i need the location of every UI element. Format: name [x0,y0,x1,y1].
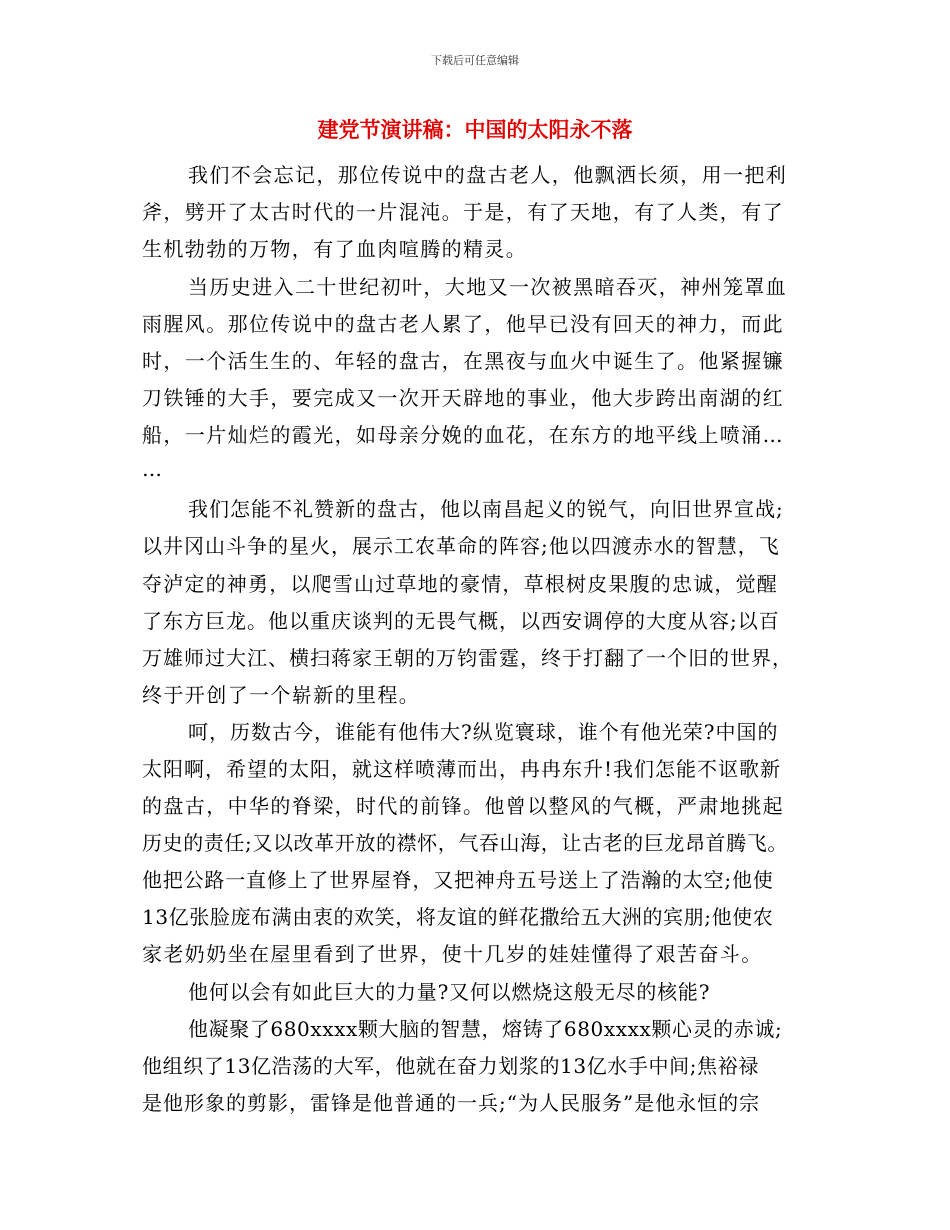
text-line: 他何以会有如此巨大的力量?又何以燃烧这般无尽的核能? [188,980,711,1004]
text-line: 我们不会忘记，那位传说中的盘古老人，他飘洒长须，用一把利 [188,163,788,187]
text-line: 刀铁锤的大手，要完成又一次开天辟地的事业，他大步跨出南湖的红 [142,386,784,410]
text-line: 生机勃勃的万物，有了血肉喧腾的精灵。 [142,237,528,261]
text-line: 了东方巨龙。他以重庆谈判的无畏气概，以西安调停的大度从容;以百 [142,609,780,633]
text-line: 呵，历数古今，谁能有他伟大?纵览寰球，谁个有他光荣?中国的 [188,720,779,744]
text-line: 家老奶奶坐在屋里看到了世界，使十几岁的娃娃懂得了艰苦奋斗。 [142,942,763,966]
text-line: 他组织了13亿浩荡的大军，他就在奋力划浆的13亿水手中间;焦裕禄 [142,1054,759,1078]
text-line: 13亿张脸庞布满由衷的欢笑，将友谊的鲜花撒给五大洲的宾朋;他使农 [142,905,774,929]
text-line: 他把公路一直修上了世界屋脊，又把神舟五号送上了浩瀚的太空;他使 [142,868,774,892]
text-line: 万雄师过大江、横扫蒋家王朝的万钧雷霆，终于打翻了一个旧的世界， [142,646,793,670]
text-line: 的盘古，中华的脊梁，时代的前锋。他曾以整风的气概，严肃地挑起 [142,794,784,818]
text-line: 船，一片灿烂的霞光，如母亲分娩的血花，在东方的地平线上喷涌… [142,423,784,447]
text-line: 夺泸定的神勇，以爬雪山过草地的豪情，草根树皮果腹的忠诚，觉醒 [142,572,778,596]
text-line: 是他形象的剪影，雷锋是他普通的一兵;“为人民服务”是他永恒的宗 [142,1091,761,1115]
text-line: 以井冈山斗争的星火，展示工农革命的阵容;他以四渡赤水的智慧，飞 [142,534,780,558]
text-line: 太阳啊，希望的太阳，就这样喷薄而出，冉冉东升!我们怎能不讴歌新 [142,757,782,781]
document-title: 建党节演讲稿：中国的太阳永不落 [317,118,633,142]
text-line: 他凝聚了680xxxx颗大脑的智慧，熔铸了680xxxx颗心灵的赤诚; [188,1017,783,1041]
text-line: … [142,457,162,481]
text-line: 雨腥风。那位传说中的盘古老人累了，他早已没有回天的神力，而此 [142,312,784,336]
text-line: 历史的责任;又以改革开放的襟怀，气吞山海，让古老的巨龙昂首腾飞。 [142,831,788,855]
text-line: 我们怎能不礼赞新的盘古，他以南昌起义的锐气，向旧世界宣战; [188,497,784,521]
page-header: 下载后可任意编辑 [431,54,519,67]
text-line: 终于开创了一个崭新的里程。 [142,683,421,707]
text-line: 斧，劈开了太古时代的一片混沌。于是，有了天地，有了人类，有了 [142,200,784,224]
text-line: 时，一个活生生的、年轻的盘古，在黑夜与血火中诞生了。他紧握镰 [142,349,784,373]
text-line: 当历史进入二十世纪初叶，大地又一次被黑暗吞灭，神州笼罩血 [188,275,788,299]
